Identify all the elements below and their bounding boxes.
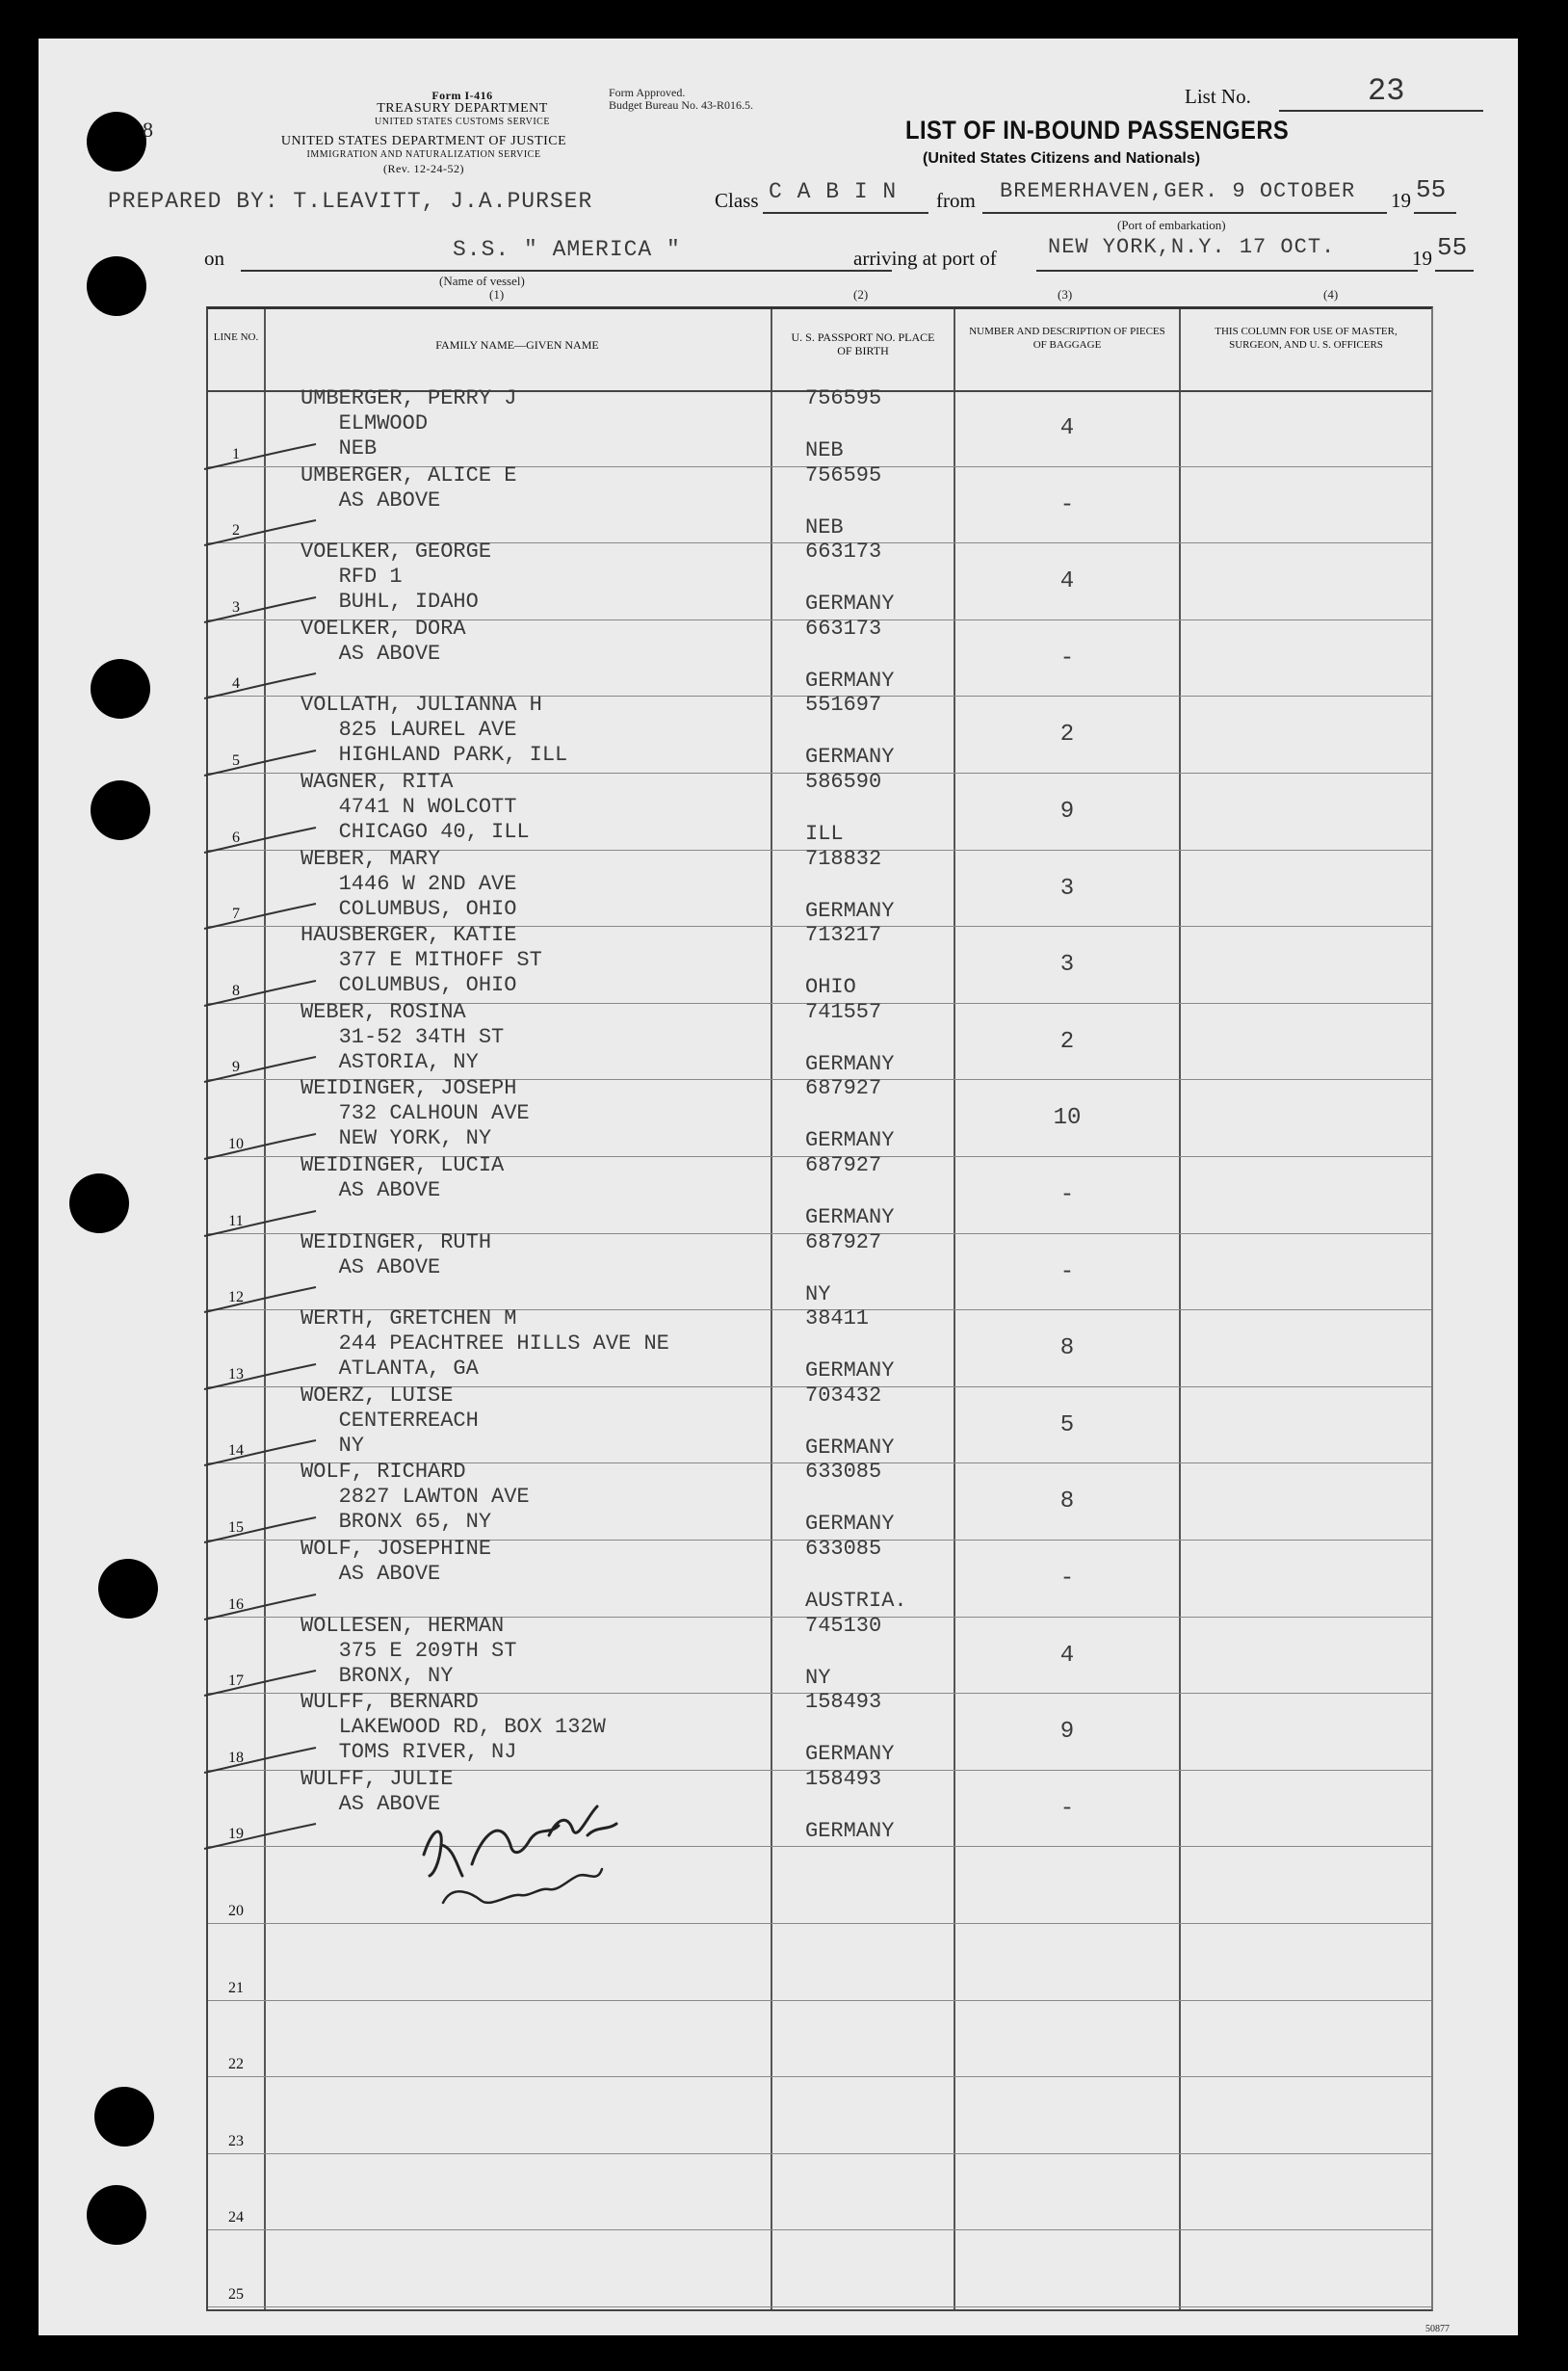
officer-use-cell [1179,620,1431,698]
officer-use-cell [1179,2154,1431,2231]
baggage-count: - [1059,491,1075,518]
officer-use-cell [1179,1463,1431,1541]
budget-bureau: Budget Bureau No. 43-R016.5. [609,98,753,112]
line-number: 21 [228,1979,244,1996]
line-number: 19 [228,1826,244,1843]
place-of-birth: GERMANY [805,1818,895,1843]
baggage-count: - [1059,1182,1075,1208]
header-line-no: LINE NO. [213,331,259,343]
line-number: 22 [228,2056,244,2073]
baggage-count: 8 [1059,1335,1075,1362]
agency-block-justice [183,135,665,175]
line-number: 24 [228,2209,244,2226]
place-of-birth: GERMANY [805,1358,895,1383]
table-row [208,1613,1431,1695]
table-row [208,616,1431,698]
class-value: C A B I N [769,179,898,204]
baggage-count: 3 [1059,952,1075,979]
baggage-count: 4 [1059,415,1075,441]
baggage-count: 9 [1059,1719,1075,1746]
place-of-birth: GERMANY [805,1435,895,1460]
passport-number: 158493 [805,1690,882,1715]
table-row [208,923,1431,1004]
baggage-count: - [1059,1566,1075,1592]
officer-use-cell [1179,1387,1431,1464]
form-approved: Form Approved. [609,86,686,99]
year-prefix-2: 19 [1412,247,1432,270]
baggage-count: 5 [1059,1411,1075,1438]
officer-use-cell [1179,543,1431,620]
table-row [208,1766,1431,1848]
col-number-4: (4) [1323,287,1339,302]
on-label: on [204,247,224,270]
officer-use-cell [1179,697,1431,774]
line-number: 3 [232,598,240,616]
line-number: 13 [228,1365,244,1383]
officer-use-cell [1179,1234,1431,1311]
passenger-name-address: WOLF, JOSEPHINE AS ABOVE [301,1537,492,1586]
footer-code: 50877 [1425,2324,1450,2334]
passenger-name-address: WAGNER, RITA 4741 N WOLCOTT CHICAGO 40, ILL [301,770,530,844]
punch-hole [94,2087,154,2147]
line-number: 15 [228,1518,244,1536]
baggage-count: 2 [1059,722,1075,749]
table-row [208,770,1431,851]
line-number: 23 [228,2132,244,2149]
passport-number: 687927 [805,1229,882,1254]
officer-use-cell [1179,1847,1431,1924]
place-of-birth: AUSTRIA. [805,1589,907,1613]
vessel-name: S.S. " AMERICA " [453,237,681,262]
table-row [208,1383,1431,1464]
place-of-birth: NY [805,1281,831,1306]
page-mark: 8 [143,118,153,142]
line-number: 7 [232,906,240,923]
punch-hole [87,256,146,316]
officer-use-cell [1179,1618,1431,1695]
passenger-name-address: UMBERGER, ALICE E AS ABOVE [301,462,517,513]
line-number: 16 [228,1595,244,1613]
table-row [208,693,1431,774]
line-number: 25 [228,2285,244,2303]
place-of-birth: GERMANY [805,1128,895,1153]
line-number: 14 [228,1442,244,1460]
baggage-count: - [1059,645,1075,672]
passenger-table [206,306,1433,2311]
table-row [208,2230,1431,2307]
list-no-value: 23 [1368,73,1405,109]
place-of-birth: GERMANY [805,1512,895,1537]
col-number-1: (1) [489,287,505,302]
passport-number: 663173 [805,616,882,641]
passenger-name-address: WULFF, BERNARD LAKEWOOD RD, BOX 132W TOMS RIVER, NJ [301,1690,606,1765]
officer-use-cell [1179,1310,1431,1387]
line-number: 20 [228,1902,244,1919]
officer-use-cell [1179,1924,1431,2001]
arriving-label: arriving at port of [853,247,997,270]
table-row [208,1076,1431,1157]
officer-use-cell [1179,1080,1431,1157]
passenger-name-address: UMBERGER, PERRY J ELMWOOD NEB [301,386,517,461]
passport-number: 687927 [805,1153,882,1177]
place-of-birth: GERMANY [805,898,895,923]
officer-use-cell [1179,1004,1431,1081]
header-passport: U. S. PASSPORT NO. PLACE OF BIRTH [791,330,935,357]
officer-use-cell [1179,2001,1431,2078]
passport-number: 633085 [805,1537,882,1561]
place-of-birth: GERMANY [805,668,895,693]
table-row [208,1537,1431,1618]
line-number: 4 [232,675,240,693]
table-row [208,1153,1431,1234]
list-no-label: List No. [1185,85,1251,108]
passenger-name-address: WOERZ, LUISE CENTERREACH NY [301,1383,479,1458]
arrival-port: NEW YORK,N.Y. 17 OCT. [1048,235,1336,259]
passport-number: 756595 [805,462,882,487]
line-number: 2 [232,522,240,540]
line-number: 18 [228,1749,244,1766]
officer-use-cell [1179,390,1431,467]
table-row [208,2077,1431,2154]
punch-hole [91,659,150,719]
passenger-name-address: WEIDINGER, RUTH AS ABOVE [301,1229,492,1279]
place-of-birth: NEB [805,438,844,462]
header-baggage: NUMBER AND DESCRIPTION OF PIECES OF BAGGAGE [969,326,1165,351]
baggage-count: 10 [1053,1105,1082,1132]
col-number-3: (3) [1058,287,1073,302]
passport-number: 745130 [805,1613,882,1638]
place-of-birth: GERMANY [805,1205,895,1229]
line-number: 8 [232,982,240,999]
passenger-name-address: WEIDINGER, LUCIA AS ABOVE [301,1153,505,1202]
vessel-caption: (Name of vessel) [439,274,525,288]
line-number: 6 [232,829,240,846]
line-number: 17 [228,1673,244,1690]
place-of-birth: NEB [805,514,844,540]
passenger-name-address: VOELKER, DORA AS ABOVE [301,616,466,666]
table-row [208,846,1431,928]
officer-use-cell [1179,2230,1431,2307]
page-subtitle: (United States Citizens and Nationals) [923,150,1201,167]
punch-hole [98,1559,158,1619]
class-label: Class [715,189,759,212]
table-row [208,540,1431,620]
from-label: from [936,189,976,212]
form-number: Form I-416 [431,89,493,102]
baggage-count: 9 [1059,799,1075,825]
place-of-birth: GERMANY [805,1742,895,1767]
baggage-count: 3 [1059,875,1075,902]
passport-number: 718832 [805,846,882,871]
table-row [208,999,1431,1081]
prepared-by: PREPARED BY: T.LEAVITT, J.A.PURSER [108,189,593,214]
baggage-count: 4 [1059,568,1075,595]
dept-treasury: TREASURY DEPARTMENT [377,101,548,116]
table-row [208,1924,1431,2001]
year-1: 55 [1416,175,1447,204]
place-of-birth: NY [805,1665,831,1690]
line-number: 11 [228,1212,244,1229]
document-page [39,39,1518,2335]
passenger-name-address: VOELKER, GEORGE RFD 1 BUHL, IDAHO [301,540,492,615]
table-row [208,1306,1431,1387]
passport-number: 687927 [805,1076,882,1101]
punch-hole [87,2185,146,2245]
port-caption: (Port of embarkation) [1117,218,1226,232]
passport-number: 586590 [805,770,882,794]
passport-number: 756595 [805,386,882,410]
passenger-name-address: HAUSBERGER, KATIE 377 E MITHOFF ST COLUMBUS, OHIO [301,923,542,998]
dept-justice: UNITED STATES DEPARTMENT OF JUSTICE [280,134,567,148]
passport-number: 663173 [805,540,882,565]
punch-hole [87,112,146,171]
line-number: 9 [232,1059,240,1076]
place-of-birth: GERMANY [805,745,895,770]
passenger-name-address: WULFF, JULIE AS ABOVE [301,1766,454,1816]
year-prefix-1: 19 [1391,189,1411,212]
passport-number: 38411 [805,1306,870,1331]
approval-block [609,87,753,112]
punch-hole [69,1173,129,1233]
passport-number: 713217 [805,923,882,948]
officer-use-cell [1179,851,1431,928]
baggage-count: 8 [1059,1488,1075,1515]
passport-number: 703432 [805,1383,882,1408]
passenger-name-address: WOLF, RICHARD 2827 LAWTON AVE BRONX 65, NY [301,1460,530,1535]
dept-ins: IMMIGRATION AND NATURALIZATION SERVICE [306,149,541,160]
embark-port: BREMERHAVEN,GER. 9 OCTOBER [1000,179,1356,203]
place-of-birth: GERMANY [805,592,895,617]
officer-use-cell [1179,1771,1431,1848]
header-name: FAMILY NAME—GIVEN NAME [435,338,599,352]
passport-number: 551697 [805,693,882,718]
table-row [208,1460,1431,1541]
table-row [208,386,1431,467]
table-row [208,1847,1431,1924]
place-of-birth: ILL [805,822,844,846]
header-officers: THIS COLUMN FOR USE OF MASTER, SURGEON, AND U. S. OFFICERS [1215,326,1398,351]
dept-customs: UNITED STATES CUSTOMS SERVICE [375,117,550,127]
passenger-name-address: WEBER, MARY 1446 W 2ND AVE COLUMBUS, OHIO [301,846,517,921]
table-row [208,1229,1431,1311]
page-title: LIST OF IN-BOUND PASSENGERS [905,116,1290,145]
passenger-name-address: WERTH, GRETCHEN M 244 PEACHTREE HILLS AVE NE ATLANTA, GA [301,1306,669,1382]
line-number: 10 [228,1135,244,1152]
officer-use-cell [1179,1157,1431,1234]
passport-number: 633085 [805,1460,882,1485]
revision: (Rev. 12-24-52) [382,162,465,175]
officer-use-cell [1179,467,1431,544]
baggage-count: - [1059,1258,1075,1285]
officer-use-cell [1179,774,1431,851]
table-row [208,2154,1431,2231]
col-number-2: (2) [853,287,869,302]
officer-use-cell [1179,1694,1431,1771]
baggage-count: 2 [1059,1028,1075,1055]
table-row [208,1690,1431,1771]
agency-block [279,89,645,129]
passenger-name-address: WEBER, ROSINA 31-52 34TH ST ASTORIA, NY [301,999,505,1074]
baggage-count: 4 [1059,1642,1075,1669]
year-2: 55 [1437,233,1468,262]
line-number: 1 [232,445,240,462]
officer-use-cell [1179,927,1431,1004]
officer-signature [405,1787,693,1932]
passenger-name-address: WOLLESEN, HERMAN 375 E 209TH ST BRONX, NY [301,1613,517,1688]
passport-number: 741557 [805,999,882,1024]
officer-use-cell [1179,2077,1431,2154]
table-row [208,462,1431,544]
passport-number: 158493 [805,1766,882,1791]
line-number: 12 [228,1289,244,1306]
punch-hole [91,780,150,840]
place-of-birth: GERMANY [805,1051,895,1076]
passenger-name-address: VOLLATH, JULIANNA H 825 LAUREL AVE HIGHLAND PARK, ILL [301,693,568,768]
table-row [208,2001,1431,2078]
baggage-count: - [1059,1795,1075,1822]
place-of-birth: OHIO [805,975,856,1000]
officer-use-cell [1179,1541,1431,1618]
passenger-name-address: WEIDINGER, JOSEPH 732 CALHOUN AVE NEW YORK, NY [301,1076,530,1151]
line-number: 5 [232,751,240,769]
